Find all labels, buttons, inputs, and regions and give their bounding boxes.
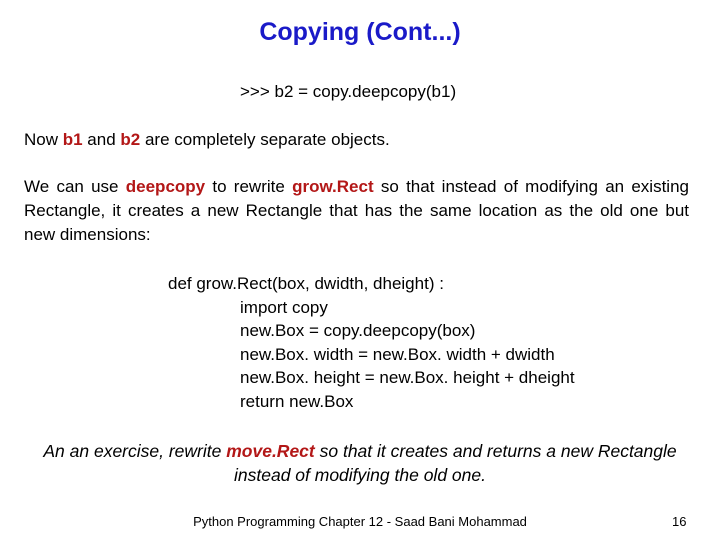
- paragraph2-middle: to rewrite: [205, 177, 293, 196]
- paragraph1-prefix: Now: [24, 130, 63, 149]
- paragraph-separate-objects: [24, 128, 689, 152]
- exercise-text: [30, 439, 690, 487]
- code-line: import copy: [240, 297, 328, 317]
- term-deepcopy: deepcopy: [125, 177, 206, 196]
- exercise-suffix: so that it creates and returns a new Rectangle instead of modifying the old one.: [234, 441, 677, 485]
- term-b2: b2: [120, 130, 141, 149]
- term-grow-rect: grow.Rect: [292, 177, 374, 196]
- page-number: 16: [672, 514, 687, 529]
- code-line: new.Box. width = new.Box. width + dwidth: [240, 344, 555, 364]
- footer-text: Python Programming Chapter 12 - Saad Bani Mohammad: [193, 514, 527, 529]
- code-line: new.Box = copy.deepcopy(box): [240, 321, 476, 341]
- paragraph1-middle: and: [82, 130, 121, 149]
- code-line: return new.Box: [240, 391, 354, 411]
- command-line: >>> b2 = copy.deepcopy(b1): [240, 82, 457, 101]
- paragraph2-prefix: We can use: [24, 177, 126, 196]
- slide-title: Copying (Cont...): [259, 18, 461, 46]
- exercise-prefix: An an exercise, rewrite: [43, 441, 227, 461]
- paragraph-deepcopy: [24, 175, 689, 247]
- term-b1: b1: [62, 130, 83, 149]
- paragraph2-suffix: so that instead of modifying an existing Rectangle, it creates a new Rectangle that has the same location as the old one but new dimensions:: [24, 177, 689, 244]
- term-move-rect: move.Rect: [226, 441, 315, 461]
- paragraph1-suffix: are completely separate objects.: [140, 130, 390, 149]
- code-block: [168, 272, 575, 414]
- code-signature: def grow.Rect(box, dwidth, dheight) :: [168, 274, 444, 293]
- code-line: new.Box. height = new.Box. height + dheight: [240, 368, 575, 388]
